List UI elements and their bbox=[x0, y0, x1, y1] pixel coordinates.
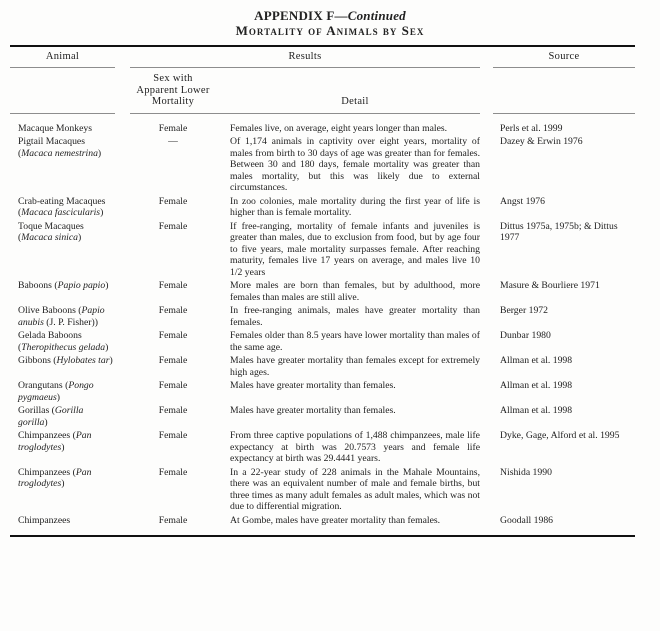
table-bottom-rule bbox=[10, 535, 635, 537]
sex-cell: — bbox=[168, 136, 178, 147]
subheader-rule-source bbox=[493, 113, 635, 114]
animal-common-name: ) bbox=[97, 147, 102, 159]
table-row bbox=[10, 515, 635, 527]
animal-scientific-name: Macaca nemestrina bbox=[21, 147, 98, 159]
table-row bbox=[10, 123, 635, 135]
animal-cell bbox=[10, 280, 115, 303]
table-row bbox=[10, 355, 635, 378]
animal-common-name: ) bbox=[78, 232, 82, 243]
animal-common-name: Macaque Monkeys bbox=[18, 122, 92, 134]
table-header-row-1 bbox=[10, 50, 635, 63]
column-header-detail: Detail bbox=[341, 96, 369, 107]
detail-cell: In zoo colonies, male mortality during the first year of life is higher than is female mortality. bbox=[230, 195, 480, 218]
animal-common-name: ) bbox=[105, 341, 109, 353]
animal-cell bbox=[10, 405, 115, 428]
animal-common-name: Orangutans ( bbox=[18, 380, 69, 391]
detail-cell: If free-ranging, mortality of female infants and juveniles is greater than males, due to exclusion from food, but by age four to five years, male mortality surpasses female. After reaching maturity, females live 17 years on average, and males live 10 1/2 years bbox=[230, 220, 480, 278]
column-header-source: Source bbox=[548, 51, 580, 62]
detail-cell: Females live, on average, eight years longer than males. bbox=[230, 122, 448, 134]
source-cell: Dyke, Gage, Alford et al. 1995 bbox=[500, 430, 620, 441]
source-cell: Allman et al. 1998 bbox=[500, 380, 573, 391]
table-row bbox=[10, 430, 635, 465]
animal-common-name: ) bbox=[61, 478, 65, 489]
sex-cell: Female bbox=[158, 466, 188, 478]
animal-common-name: Chimpanzees ( bbox=[18, 430, 76, 441]
sex-cell: Female bbox=[158, 305, 188, 316]
animal-common-name: Toque Macaques ( bbox=[18, 220, 84, 243]
table-row bbox=[10, 221, 635, 279]
animal-scientific-name: Theropithecus gelada bbox=[21, 341, 106, 353]
header-rule-group-2 bbox=[10, 113, 635, 114]
source-cell: Allman et al. 1998 bbox=[500, 355, 573, 366]
animal-cell bbox=[10, 123, 115, 135]
sex-cell: Female bbox=[158, 330, 188, 341]
animal-common-name: ) bbox=[56, 391, 60, 403]
sex-cell: Female bbox=[158, 514, 188, 526]
table-row bbox=[10, 196, 635, 219]
header-rule-animal bbox=[10, 67, 115, 68]
animal-common-name: Pigtail Macaques ( bbox=[18, 136, 85, 159]
appendix-label: APPENDIX F— bbox=[254, 8, 348, 23]
animal-cell bbox=[10, 380, 115, 403]
animal-cell bbox=[10, 136, 115, 194]
source-cell: Dittus 1975a, 1975b; & Dittus 1977 bbox=[500, 220, 618, 243]
animal-scientific-name: Pongo pygmaeus bbox=[18, 380, 94, 403]
source-cell: Allman et al. 1998 bbox=[500, 405, 573, 416]
sex-header-line-2: Apparent Lower bbox=[136, 84, 210, 96]
detail-cell: Of 1,174 animals in captivity over eight years, mortality of males from birth to 30 days of age was greater than for females. Between 30 and 180 days, female mortality was greater than males mortality, but this was likely due to external circumstances. bbox=[230, 136, 480, 193]
page-title bbox=[0, 0, 660, 23]
header-rule-source bbox=[493, 67, 635, 68]
animal-common-name: ) bbox=[105, 280, 109, 291]
animal-scientific-name: Pan troglodytes bbox=[18, 466, 92, 489]
sex-cell: Female bbox=[158, 195, 188, 207]
animal-common-name: ) bbox=[44, 416, 48, 428]
sex-cell: Female bbox=[158, 430, 188, 441]
animal-cell bbox=[10, 330, 115, 353]
sex-cell: Female bbox=[158, 280, 188, 291]
animal-scientific-name: Gorilla gorilla bbox=[18, 405, 84, 428]
animal-common-name: (J. P. Fisher)) bbox=[43, 316, 98, 328]
column-header-animal: Animal bbox=[45, 51, 80, 62]
source-cell: Perls et al. 1999 bbox=[500, 122, 563, 134]
animal-cell bbox=[10, 221, 115, 279]
detail-cell: In free-ranging animals, males have greater mortality than females. bbox=[230, 305, 480, 328]
detail-cell: In a 22-year study of 228 animals in the Mahale Mountains, there was an equivalent number of male and female births, but three times as many adult females as adult males, which was not due to differential migration. bbox=[230, 466, 480, 512]
continued-label: Continued bbox=[347, 8, 406, 23]
subheader-rule-results bbox=[130, 113, 480, 114]
table-row bbox=[10, 280, 635, 303]
table-row bbox=[10, 405, 635, 428]
sex-header-line-1: Sex with bbox=[153, 73, 193, 84]
animal-scientific-name: Papio papio bbox=[57, 280, 106, 291]
sex-cell: Female bbox=[158, 405, 188, 416]
header-rule-group-1 bbox=[10, 67, 635, 68]
animal-cell bbox=[10, 467, 115, 513]
animal-common-name: ) bbox=[109, 355, 113, 366]
table-row bbox=[10, 380, 635, 403]
header-rule-results bbox=[130, 67, 480, 68]
source-cell: Dazey & Erwin 1976 bbox=[500, 136, 583, 147]
animal-scientific-name: Hylobates tar bbox=[56, 355, 110, 366]
column-header-sex bbox=[130, 73, 216, 108]
detail-cell: At Gombe, males have greater mortality than females. bbox=[230, 514, 441, 526]
animal-scientific-name: Macaca sinica bbox=[21, 232, 78, 243]
animal-common-name: Gelada Baboons ( bbox=[18, 330, 82, 353]
source-cell: Dunbar 1980 bbox=[500, 330, 551, 341]
subheader-rule-animal bbox=[10, 113, 115, 114]
detail-cell: From three captive populations of 1,488 chimpanzees, male life expectancy at birth was 20.7573 years and female life expectancy at birth was 29.4441 years. bbox=[230, 430, 480, 464]
animal-cell bbox=[10, 196, 115, 219]
sex-cell: Female bbox=[158, 122, 188, 134]
detail-cell: Males have greater mortality than females. bbox=[230, 405, 396, 416]
animal-common-name: Olive Baboons ( bbox=[18, 305, 82, 316]
column-header-results: Results bbox=[288, 51, 322, 62]
detail-cell: Males have greater mortality than females. bbox=[230, 380, 396, 391]
animal-common-name: Crab-eating Macaques ( bbox=[18, 195, 106, 218]
sex-cell: Female bbox=[158, 220, 188, 232]
animal-cell bbox=[10, 515, 115, 527]
table-row bbox=[10, 136, 635, 194]
table-row bbox=[10, 330, 635, 353]
animal-cell bbox=[10, 305, 115, 328]
animal-common-name: Chimpanzees ( bbox=[18, 466, 76, 478]
detail-cell: Females older than 8.5 years have lower mortality than males of the same age. bbox=[230, 330, 480, 353]
animal-common-name: ) bbox=[61, 441, 65, 453]
animal-scientific-name: Papio anubis bbox=[18, 305, 105, 328]
table-header-row-2 bbox=[10, 68, 635, 108]
animal-scientific-name: Macaca fascicularis bbox=[21, 207, 101, 218]
table-body bbox=[0, 114, 660, 527]
source-cell: Masure & Bourliere 1971 bbox=[500, 280, 600, 291]
sex-cell: Female bbox=[158, 355, 188, 366]
detail-cell: More males are born than females, but by adulthood, more females than males are still alive. bbox=[230, 280, 480, 303]
animal-common-name: Gorillas ( bbox=[18, 405, 55, 416]
animal-scientific-name: Pan troglodytes bbox=[18, 430, 92, 453]
animal-cell bbox=[10, 430, 115, 465]
animal-common-name: Baboons ( bbox=[18, 280, 58, 291]
animal-common-name: Chimpanzees bbox=[18, 514, 71, 526]
source-cell: Angst 1976 bbox=[500, 195, 545, 207]
sex-header-line-3: Mortality bbox=[151, 96, 195, 107]
animal-common-name: ) bbox=[100, 207, 104, 218]
page-subtitle: Mortality of Animals by Sex bbox=[235, 23, 425, 38]
detail-cell: Males have greater mortality than females except for extremely high ages. bbox=[230, 355, 480, 378]
source-cell: Goodall 1986 bbox=[500, 514, 554, 526]
animal-cell bbox=[10, 355, 115, 378]
table-row bbox=[10, 305, 635, 328]
sex-cell: Female bbox=[158, 380, 188, 391]
animal-common-name: Gibbons ( bbox=[18, 355, 57, 366]
table-row bbox=[10, 467, 635, 513]
table-top-rule bbox=[10, 45, 635, 47]
source-cell: Berger 1972 bbox=[500, 305, 548, 316]
source-cell: Nishida 1990 bbox=[500, 466, 552, 478]
